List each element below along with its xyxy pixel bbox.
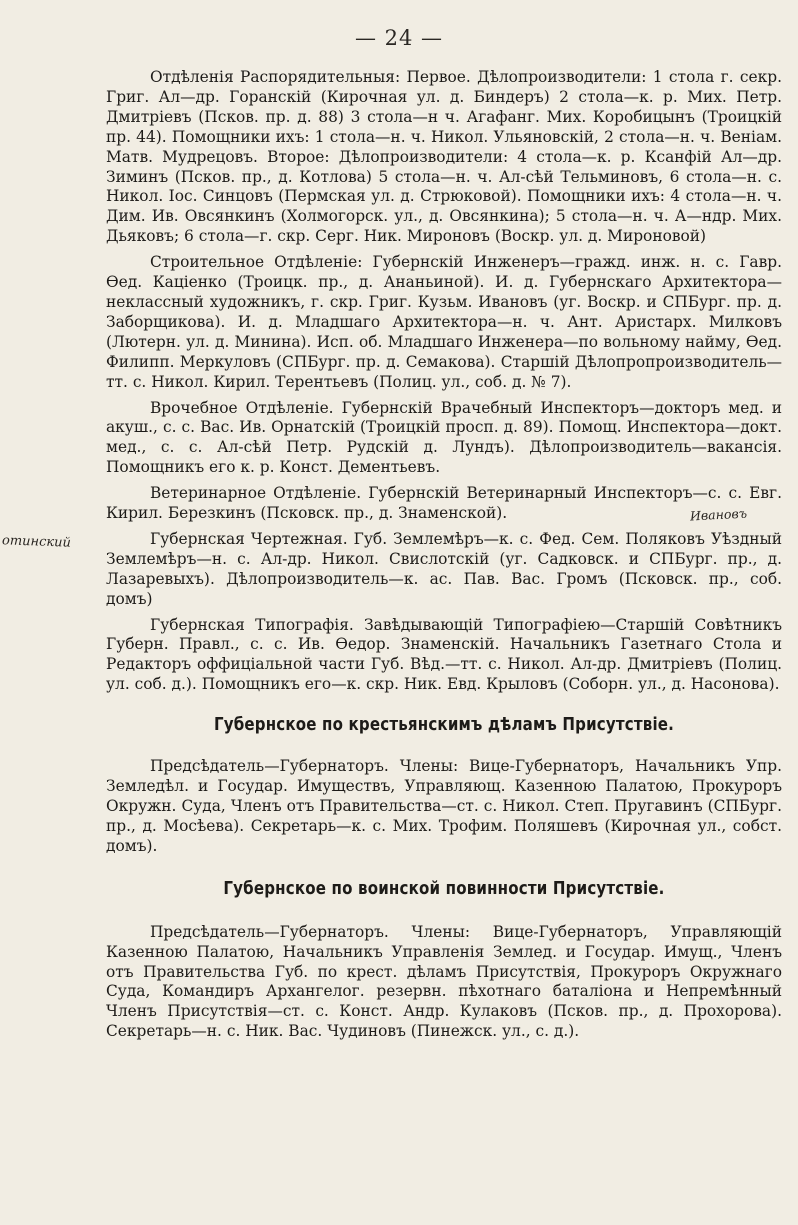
paragraph-military-service: Предсѣдатель—Губернаторъ. Члены: Вице-Губернаторъ, Управляющій Казенною Палатою, Начальникъ Управленія Землед. и Государ. Имущ., Членъ отъ Правительства Губ. по крест. дѣламъ Присутствія, Прокуроръ Окружнаго Суда, Командиръ Архангелог. резервн. пѣхотнаго баталіона и Непремѣнный Членъ Присутствія—ст. с. Конст. Андр. Кулаковъ (Псков. пр., д. Прохорова). Секретарь—н. с. Ник. Вас. Чудиновъ (Пинежск. ул., с. д.).: [106, 922, 782, 1041]
handwritten-annotation-left: отинский: [1, 533, 72, 551]
page-content: [106, 68, 782, 1042]
paragraph-construction-department: Строительное Отдѣленіе: Губернскій Инженеръ—гражд. инж. н. с. Гавр. Ѳед. Каціенко (Троицк. пр., д. Ананьиной). И. д. Губернскаго Архитектора—неклассный художникъ, г. скр. Григ. Кузьм. Ивановъ (уг. Воскр. и СПБург. пр. д. Заборщикова). И. д. Младшаго Архитектора—н. ч. Ант. Аристарх. Милковъ (Лютерн. ул. д. Минина). Исп. об. Младшаго Инженера—по вольному найму, Ѳед. Филипп. Меркуловъ (СПБург. пр. д. Семакова). Старшій Дѣлопропроизводитель—тт. с. Никол. Кирил. Терентьевъ (Полиц. ул., соб. д. № 7).: [106, 253, 782, 391]
handwritten-annotation-right: Ивановъ: [689, 505, 748, 524]
paragraph-peasant-affairs: Предсѣдатель—Губернаторъ. Члены: Вице-Губернаторъ, Начальникъ Упр. Земледѣл. и Госудaр. Имуществъ, Управляющ. Казенною Палатою, Прокуроръ Окружн. Суда, Членъ отъ Правительства—ст. с. Никол. Степ. Пругавинъ (СПБург. пр., д. Мосѣева). Секретарь—к. с. Мих. Трофим. Поляшевъ (Кирочная ул., собст. домъ).: [106, 757, 782, 855]
paragraph-printing-house: Губернская Типографія. Завѣдывающій Типографіею—Старшій Совѣтникъ Губерн. Правл., с. с. Ив. Ѳедор. Знаменскій. Начальникъ Газетнаго Стола и Редакторъ оффиціальной части Губ. Вѣд.—тт. с. Никол. Ал-др. Дмитріевъ (Полиц. ул. соб. д.). Помощникъ его—к. скр. Ник. Евд. Крыловъ (Соборн. ул., д. Насонова).: [106, 615, 782, 694]
paragraph-veterinary-department: Ветеринарное Отдѣленіе. Губернскій Ветеринарный Инспекторъ—с. с. Евг. Кирил. Березкинъ (Псковск. пр., д. Знаменской).: [106, 484, 782, 523]
page-number: — 24 —: [354, 26, 444, 50]
paragraph-executive-departments: Отдѣленія Распорядительныя: Первое. Дѣлопроизводители: 1 стола г. секр. Григ. Ал—др. Горанскій (Кирочная ул. д. Биндеръ) 2 стола—к. р. Мих. Петр. Дмитріевъ (Псков. пр. д. 88) 3 стола—н ч. Агафанг. Мих. Коробицынъ (Троицкій пр. 44). Помощники ихъ: 1 стола—н. ч. Никол. Ульяновскій, 2 стола—н. ч. Веніам. Матв. Мудрецовъ. Второе: Дѣлопроизводители: 4 стола—к. р. Ксанфій Ал—др. Зиминъ (Псков. пр., д. Котлова) 5 стола—н. ч. Ал-сѣй Тельминовъ, 6 стола—н. с. Никол. Іос. Синцовъ (Пермская ул. д. Стрюковой). Помощники ихъ: 4 стола—н. ч. Дим. Ив. Овсянкинъ (Холмогорск. ул., д. Овсянкина); 5 стола—н. ч. А—ндр. Мих. Дьяковъ; 6 стола—г. скр. Серг. Ник. Мироновъ (Воскр. ул. д. Мироновой): [106, 68, 782, 246]
paragraph-medical-department: Врочебное Отдѣленіе. Губернскій Врачебный Инспекторъ—докторъ мед. и акуш., с. с. Вас. Ив. Орнатскій (Троицкій просп. д. 89). Помощ. Инспектора—докт. мед., с. с. Ал-сѣй Петр. Рудскій д. Лундъ). Дѣлопроизводитель—ваканcія. Помощникъ его к. р. Конст. Дементьевъ.: [106, 398, 782, 477]
section-heading-peasant-affairs: Губернское по крестьянскимъ дѣламъ Присутствіе.: [213, 715, 675, 736]
paragraph-drafting-office: Губернская Чертежная. Губ. Землемѣръ—к. с. Фед. Сем. Поляковъ Уѣздный Землемѣръ—н. с. Ал-др. Никол. Свислотскій (уг. Садковск. и СПБург. пр., д. Лазаревыхъ). Дѣлопроизводитель—к. ас. Пав. Вас. Громъ (Псковск. пр., соб. домъ): [106, 529, 782, 608]
section-heading-military-service: Губернское по воинской повинности Присутствіе.: [223, 878, 665, 899]
